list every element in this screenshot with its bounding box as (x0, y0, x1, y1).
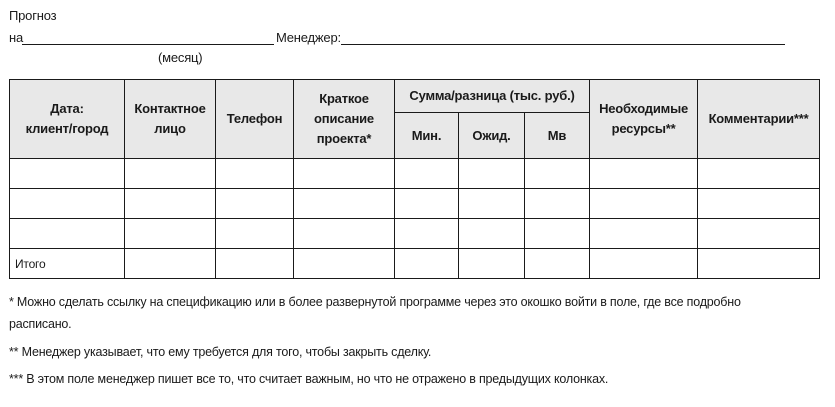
footnote-3: *** В этом поле менеджер пишет все то, что считает важным, но что не отражено в предыдущих колонках. (9, 372, 609, 386)
month-input-line[interactable] (22, 44, 274, 45)
table-cell[interactable] (590, 189, 698, 219)
table-cell[interactable] (525, 189, 590, 219)
forecast-table (9, 79, 820, 279)
table-row (10, 159, 820, 189)
header-date-client-city: Дата: клиент/город (10, 80, 125, 159)
table-row (10, 189, 820, 219)
total-row (10, 249, 820, 279)
table-cell[interactable] (698, 219, 820, 249)
table-cell[interactable] (525, 159, 590, 189)
table-cell[interactable] (294, 159, 395, 189)
table-cell[interactable] (590, 219, 698, 249)
table-cell[interactable] (216, 249, 294, 279)
footnote-2: ** Менеджер указывает, что ему требуется для того, чтобы закрыть сделку. (9, 345, 432, 359)
table-cell[interactable] (525, 219, 590, 249)
table-cell[interactable] (216, 219, 294, 249)
footnote-1-line-2: расписано. (9, 317, 72, 331)
header-comments: Комментарии*** (698, 80, 820, 159)
header-min: Мин. (395, 113, 459, 159)
table-cell[interactable] (590, 159, 698, 189)
header-sum-difference: Сумма/разница (тыс. руб.) (395, 80, 590, 113)
table-cell[interactable] (590, 249, 698, 279)
table-cell[interactable] (10, 189, 125, 219)
form-title: Прогноз (9, 8, 57, 23)
table-cell[interactable] (395, 189, 459, 219)
table-cell[interactable] (698, 249, 820, 279)
header-project-description: Краткое описание проекта* (294, 80, 395, 159)
table-cell[interactable] (294, 189, 395, 219)
manager-input-line[interactable] (341, 44, 785, 45)
table-cell[interactable] (125, 159, 216, 189)
table-cell[interactable] (216, 189, 294, 219)
table-cell[interactable] (459, 159, 525, 189)
table-cell[interactable] (294, 249, 395, 279)
table-cell[interactable] (294, 219, 395, 249)
table-cell[interactable] (698, 159, 820, 189)
table-cell[interactable] (395, 159, 459, 189)
table-cell[interactable] (10, 159, 125, 189)
table-row (10, 219, 820, 249)
month-hint: (месяц) (158, 50, 203, 65)
header-required-resources: Необходимые ресурсы** (590, 80, 698, 159)
table-cell[interactable] (525, 249, 590, 279)
table-cell[interactable] (395, 219, 459, 249)
header-phone: Телефон (216, 80, 294, 159)
table-cell[interactable] (125, 189, 216, 219)
table-cell[interactable] (10, 219, 125, 249)
table-cell[interactable] (125, 249, 216, 279)
table-cell[interactable] (216, 159, 294, 189)
header-contact-person: Контактное лицо (125, 80, 216, 159)
header-max: Мв (525, 113, 590, 159)
table-cell[interactable] (698, 189, 820, 219)
table-cell[interactable] (459, 249, 525, 279)
manager-label: Менеджер: (276, 30, 341, 45)
table-cell[interactable] (125, 219, 216, 249)
table-cell[interactable] (459, 189, 525, 219)
month-label: на (9, 30, 24, 45)
table-cell[interactable] (459, 219, 525, 249)
total-label: Итого (10, 249, 125, 279)
footnote-1-line-1: * Можно сделать ссылку на спецификацию или в более развернутой программе через это окошко войти в поле, где все подробно (9, 295, 741, 309)
table-cell[interactable] (395, 249, 459, 279)
header-expected: Ожид. (459, 113, 525, 159)
